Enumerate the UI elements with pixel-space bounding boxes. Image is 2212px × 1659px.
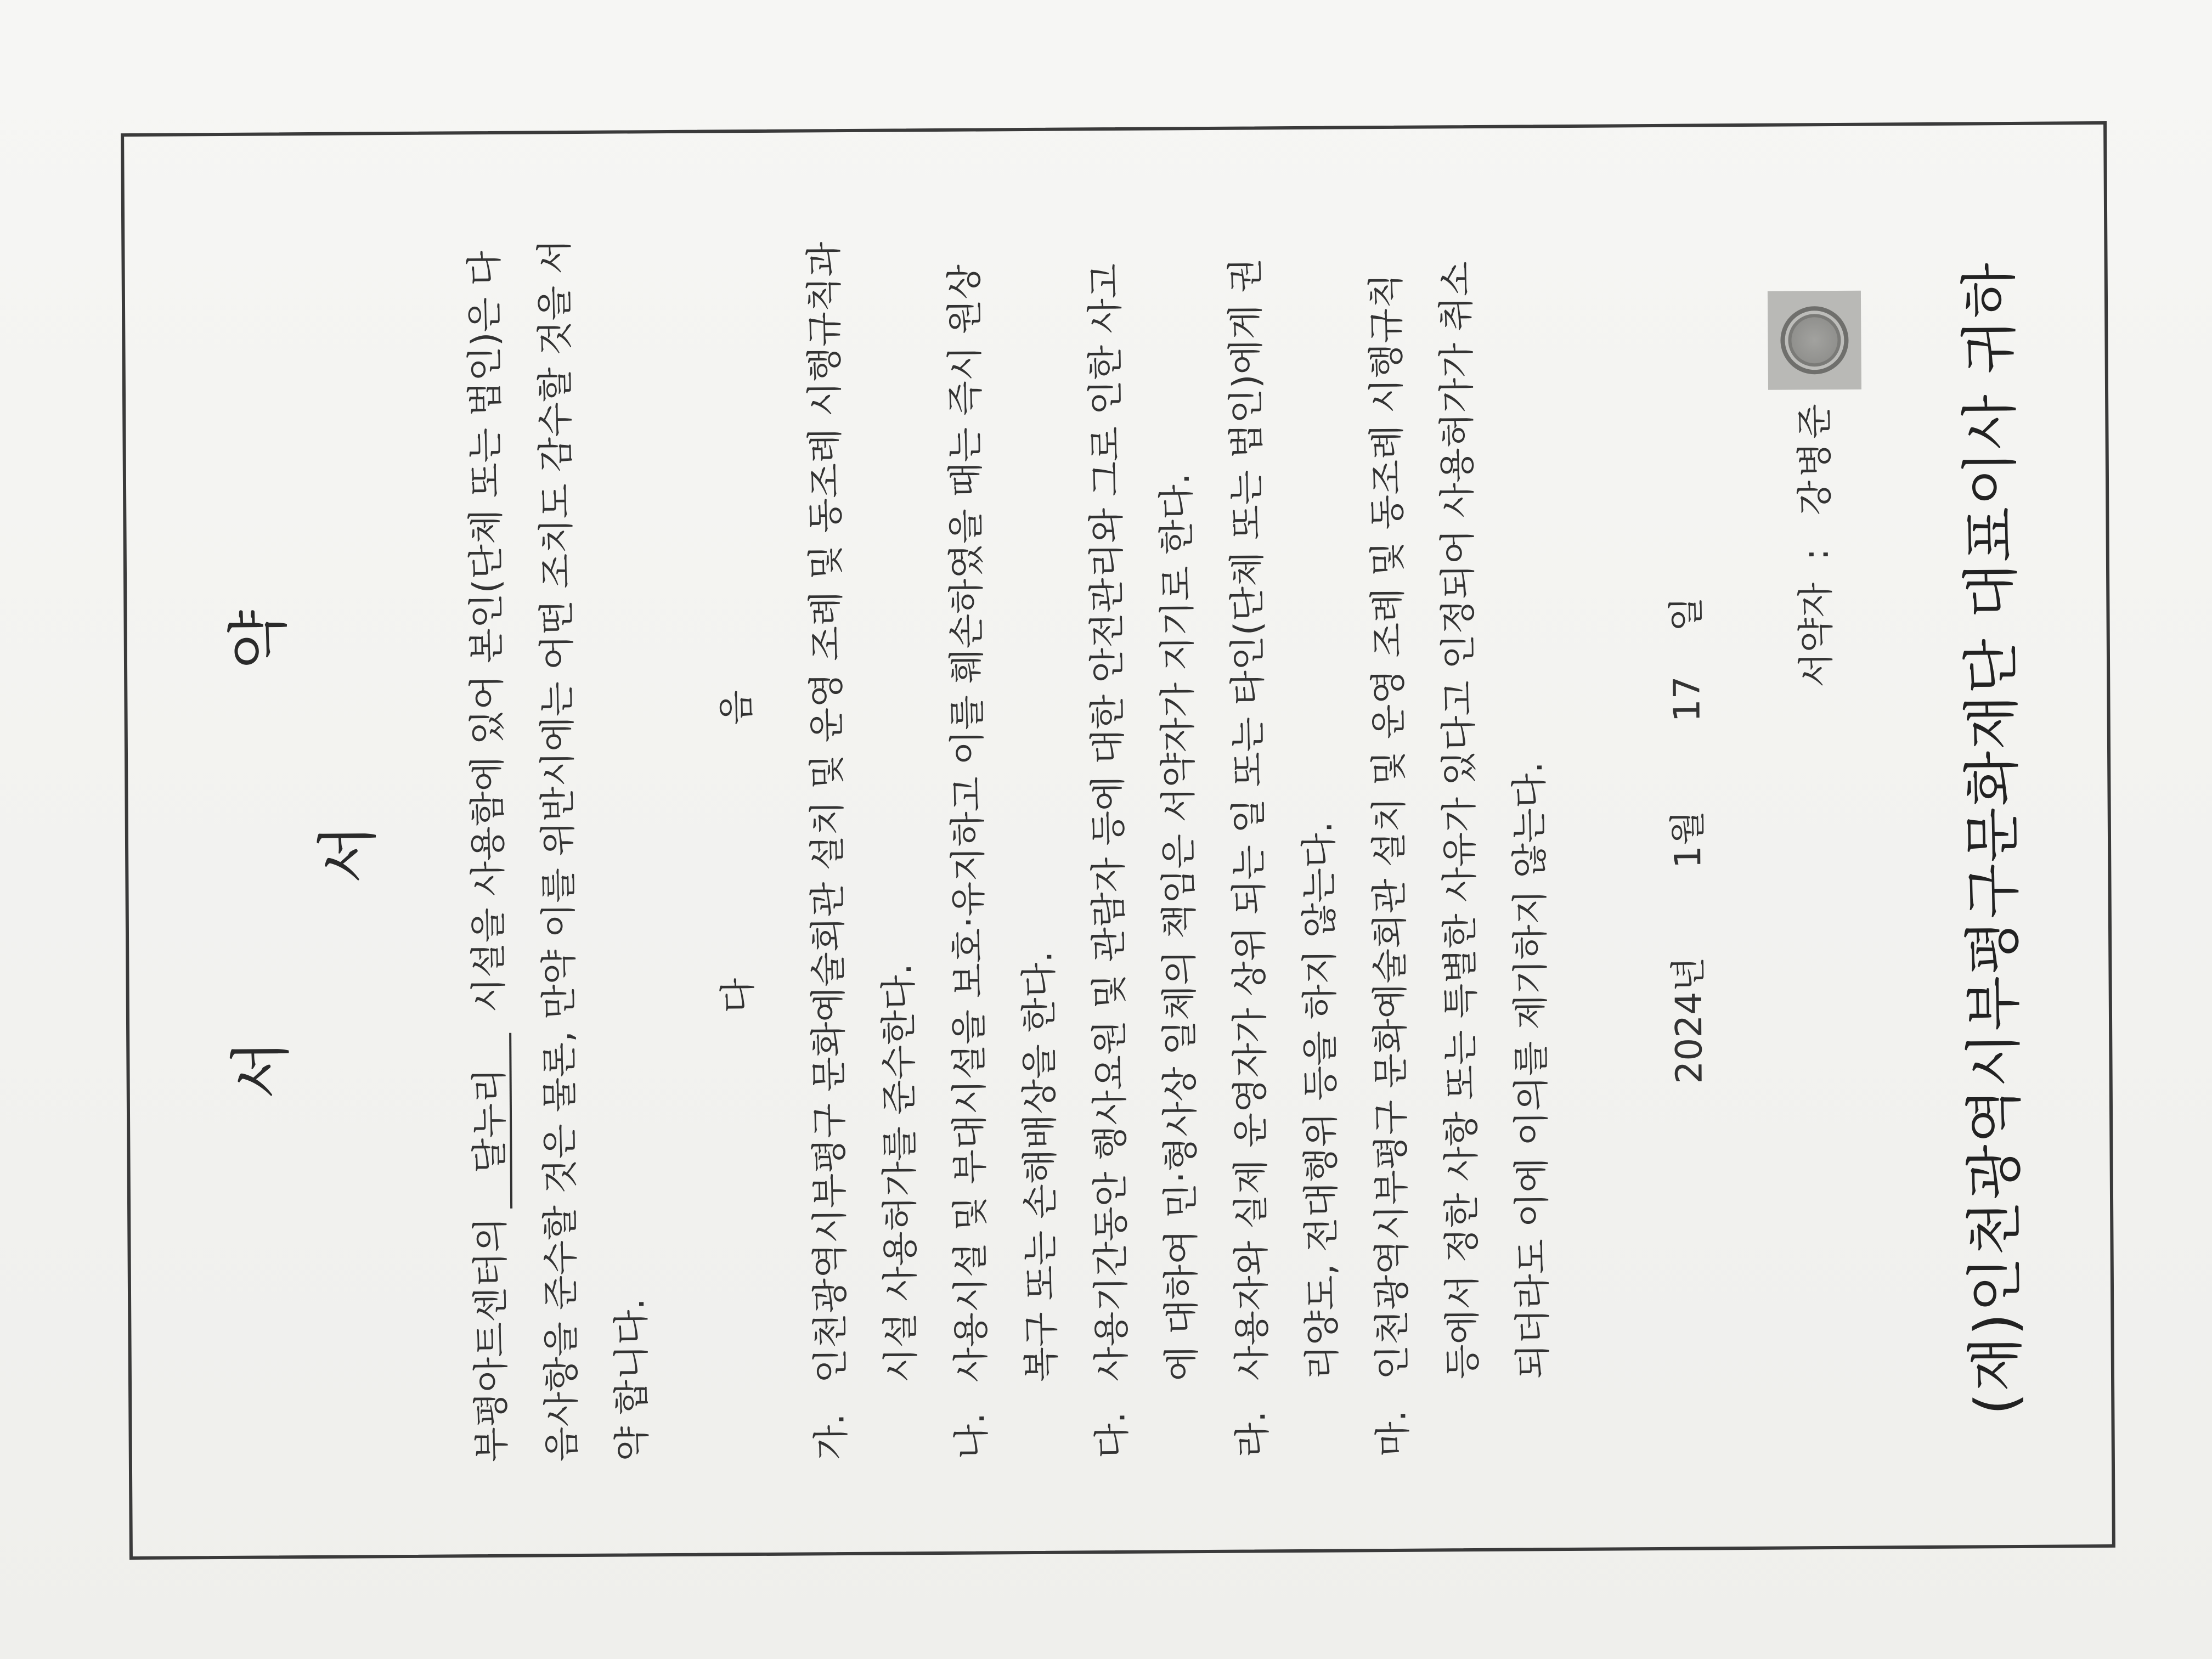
clause-item [1351, 227, 1569, 1457]
clause-text: 사용기간동안 행사요원 및 관람자 등에 대한 안전관리와 그로 인한 사고에 대하여 민·형사상 일체의 책임은 서약자가 지기로 한다. [1084, 263, 1204, 1382]
date-year: 2024년 [1667, 956, 1711, 1084]
signer-label: 서약자 [1795, 582, 1838, 688]
signer-row [1768, 291, 1868, 1454]
signer-colon: : [1794, 548, 1837, 561]
date-day: 17 일 [1665, 596, 1708, 723]
clause-text: 인천광역시부평구 문화예술회관 설치 및 운영 조례 및 동조례 시행규칙과 시설 사용허가를 준수한다. [803, 241, 923, 1384]
signer-name: 강병준 [1793, 400, 1837, 516]
intro-facility-blank: 달누리 [470, 1032, 512, 1208]
document-title: 서 약 서 [222, 434, 385, 1099]
intro-text: 시설을 사용함에 있어 본인(단체 또는 법인)은 다음사항을 준수할 것은 물론, 만약 이를 위반시에는 어떤 조치도 감수할 것을 서약 합니다. [463, 239, 653, 1462]
clause-text: 사용자와 실제 운영자가 상위 되는 일 또는 타인(단체 또는 법인)에게 권리양도, 전대행위 등을 하지 않는다. [1224, 257, 1344, 1381]
document-frame [121, 121, 2115, 1560]
clause-item [929, 230, 1077, 1460]
intro-facility-prefix: 부평아트센터의 [469, 1217, 513, 1463]
intro-paragraph [449, 232, 668, 1462]
clause-marker: 다. [1091, 1412, 1133, 1459]
document-page [124, 130, 2108, 1558]
clause-list [789, 227, 1569, 1460]
clause-text: 인천광역시부평구 문화예술회관 설치 및 운영 조례 및 동조례 시행규칙 등에서 정한 사항 또는 특별한 사유가 있다고 인정되어 사용허가가 취소되더라도 이에 이의를 제기하지 않는다. [1364, 261, 1555, 1380]
clause-item [1210, 228, 1358, 1458]
clause-item [789, 230, 937, 1460]
clause-text: 사용시설 및 부대시설을 보호·유지하고 이를 훼손하였을 때는 즉시 원상복구 또는 손해배상을 한다. [943, 264, 1063, 1383]
section-title: 다 음 [714, 569, 759, 1013]
date-row [1655, 225, 1714, 1455]
seal-ring [1780, 306, 1849, 375]
clause-marker: 라. [1231, 1410, 1274, 1458]
clause-marker: 가. [810, 1413, 853, 1460]
addressee: (재)인천광역시부평구문화재단 대표이사 귀하 [1955, 261, 2030, 1415]
clause-marker: 나. [950, 1412, 993, 1459]
seal-stamp-icon [1768, 291, 1861, 390]
date-month: 1월 [1666, 810, 1709, 869]
clause-marker: 마. [1372, 1409, 1414, 1457]
clause-item [1070, 229, 1218, 1459]
